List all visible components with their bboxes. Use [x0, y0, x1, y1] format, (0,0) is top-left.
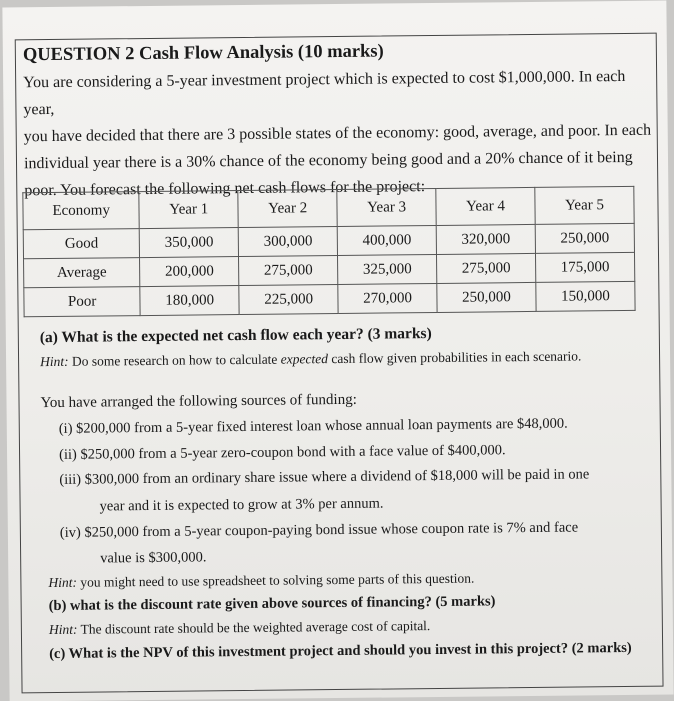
hint-text: The discount rate should be the weighted average cost of capital. [77, 618, 431, 637]
paper-sheet [2, 1, 673, 701]
cash-flow-table [22, 186, 635, 317]
hint-emphasis: expected [280, 351, 329, 367]
table-cell: 250,000 [535, 223, 634, 253]
funding-intro: You have arranged the following sources of funding: [40, 391, 357, 412]
header-cell: Year 4 [436, 187, 535, 225]
part-c-question: (c) What is the NPV of this investment project and should you invest in this project? (2 marks) [49, 639, 632, 663]
hint-text: cash flow given probabilities in each scenario. [327, 348, 582, 367]
funding-item: (iv) $250,000 from a 5-year coupon-paying bond issue whose coupon rate is 7% and face [59, 519, 579, 541]
hint-label: Hint: [48, 621, 78, 638]
header-cell: Year 2 [238, 190, 337, 228]
table-cell: Average [24, 258, 141, 288]
table-cell: 150,000 [536, 281, 635, 311]
table-cell: 250,000 [437, 282, 536, 312]
table-cell: 200,000 [140, 257, 239, 287]
funding-item-continuation: value is $300,000. [100, 549, 207, 567]
table-cell: Good [23, 229, 140, 259]
table-cell: Poor [24, 287, 141, 317]
table-cell: 325,000 [338, 254, 437, 284]
funding-item: (iii) $300,000 from an ordinary share issue where a dividend of $18,000 will be paid in one [59, 466, 590, 488]
funding-item: (ii) $250,000 from a 5-year zero-coupon bond with a face value of $400,000. [58, 442, 506, 463]
table-cell: 180,000 [140, 286, 239, 316]
hint-label: Hint: [48, 574, 77, 591]
header-cell: Economy [23, 192, 140, 230]
funding-item-continuation: year and it is expected to grow at 3% per annum. [99, 495, 384, 515]
table-row [24, 281, 635, 316]
table-cell: 275,000 [239, 255, 338, 285]
table-cell: 175,000 [536, 252, 635, 282]
table-cell: 275,000 [437, 253, 536, 283]
table-cell: 400,000 [337, 225, 436, 255]
funding-item: (i) $200,000 from a 5-year fixed interest loan whose annual loan payments are $48,000. [58, 415, 568, 437]
table-cell: 225,000 [239, 284, 338, 314]
hint-text: Do some research on how to calculate [68, 351, 281, 369]
intro-line: poor. You forecast the following net cash flows for the project: [24, 178, 426, 200]
question-title: QUESTION 2 Cash Flow Analysis (10 marks) [22, 41, 384, 66]
intro-line: you have decided that there are 3 possible states of the economy: good, average, and poor. In each [23, 121, 652, 146]
table-cell: 320,000 [436, 224, 535, 254]
intro-paragraph [23, 63, 654, 205]
part-a-question: (a) What is the expected net cash flow each year? (3 marks) [39, 325, 432, 347]
header-cell: Year 3 [337, 188, 436, 226]
header-cell: Year 1 [139, 191, 238, 229]
hint-text: you might need to use spreadsheet to solving some parts of this question. [76, 570, 475, 590]
table-header-row [23, 186, 634, 229]
header-cell: Year 5 [535, 186, 634, 224]
part-b-question: (b) what is the discount rate given above sources of financing? (5 marks) [48, 593, 496, 615]
table-cell: 300,000 [238, 226, 337, 256]
intro-line: You are considering a 5-year investment project which is expected to cost $1,000,000. In each year, [23, 67, 626, 119]
table-cell: 350,000 [140, 228, 239, 258]
table-cell: 270,000 [338, 283, 437, 313]
intro-line: individual year there is a 30% chance of the economy being good and a 20% chance of it being [23, 148, 633, 173]
hint-label: Hint: [40, 353, 69, 370]
